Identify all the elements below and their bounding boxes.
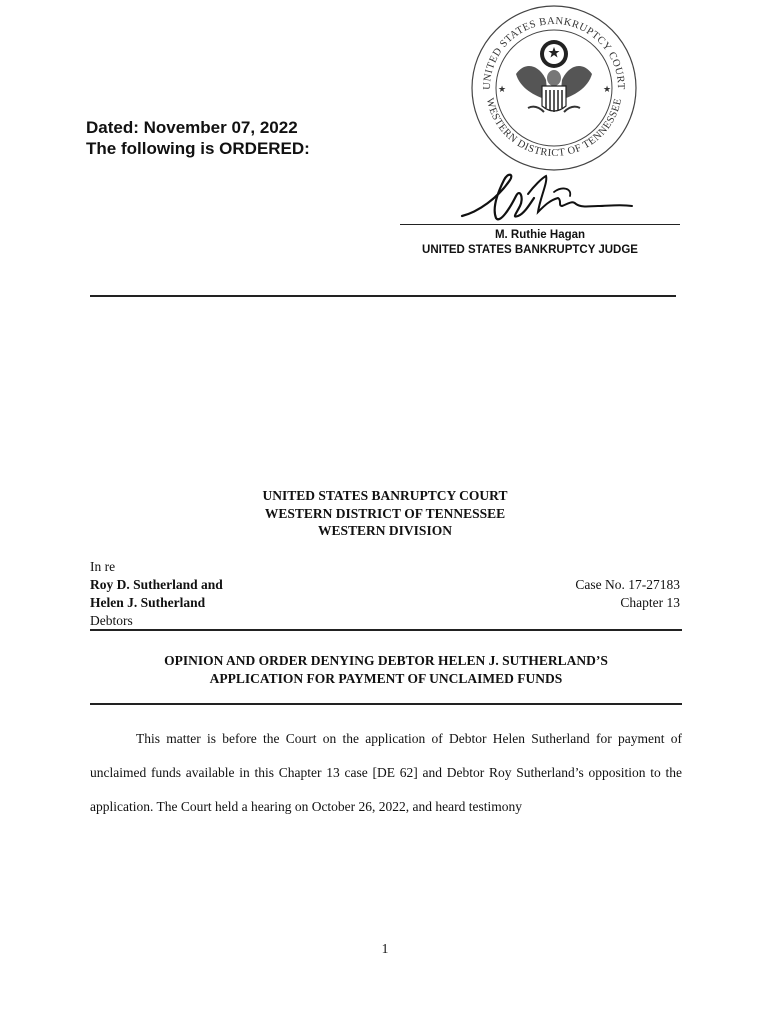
judge-title: UNITED STATES BANKRUPTCY JUDGE [422, 244, 638, 256]
debtors-label: Debtors [90, 613, 133, 628]
seal-text-top: UNITED STATES BANKRUPTCY COURT [481, 15, 627, 90]
signature-line [400, 224, 680, 225]
in-re-label: In re [90, 559, 116, 574]
dated-header [86, 117, 310, 159]
caption-rule-bottom [90, 703, 682, 705]
svg-text:★: ★ [603, 84, 612, 94]
order-title-line-1: OPINION AND ORDER DENYING DEBTOR HELEN J. SUTHERLAND’S [164, 653, 608, 668]
court-name: UNITED STATES BANRUPTCY COURT [262, 488, 508, 503]
debtor-1: Roy D. Sutherland and [90, 577, 223, 592]
opinion-body [90, 722, 682, 824]
court-district: WESTERN DISTRICT OF TENNESSEE [264, 505, 506, 521]
court-seal [470, 4, 638, 172]
chapter-number: Chapter 13 [620, 595, 680, 610]
judge-block [400, 228, 680, 258]
case-caption-number [480, 576, 680, 612]
order-title [90, 652, 682, 688]
judge-signature [458, 168, 636, 224]
seal-text-bottom: WESTERN DISTRICT OF TENNESSEE [483, 97, 625, 160]
body-paragraph: This matter is before the Court on the application of Debtor Helen Sutherland for payment of unclaimed funds available in this Chapter 13 case [DE 62] and Debtor Roy Sutherland’s opposition to the application. The Court held a hearing on October 26, 2022, and heard testimony [90, 731, 682, 814]
order-title-line-2: APPLICATION FOR PAYMENT OF UNCLAIMED FUNDS [209, 671, 563, 686]
ordered-line: The following is ORDERED: [86, 139, 310, 158]
dated-line: Dated: November 07, 2022 [86, 118, 298, 137]
caption-rule-top [90, 629, 682, 631]
case-number: Case No. 17-27183 [575, 577, 680, 592]
judge-name: M. Ruthie Hagan [494, 229, 586, 241]
debtor-2: Helen J. Sutherland [90, 595, 206, 610]
case-caption-parties [90, 558, 223, 630]
court-heading [90, 487, 680, 540]
page-number: 1 [381, 941, 389, 956]
header-separator [90, 295, 676, 297]
court-division: WESTERN DIVISION [318, 523, 452, 538]
svg-text:★: ★ [498, 84, 507, 94]
